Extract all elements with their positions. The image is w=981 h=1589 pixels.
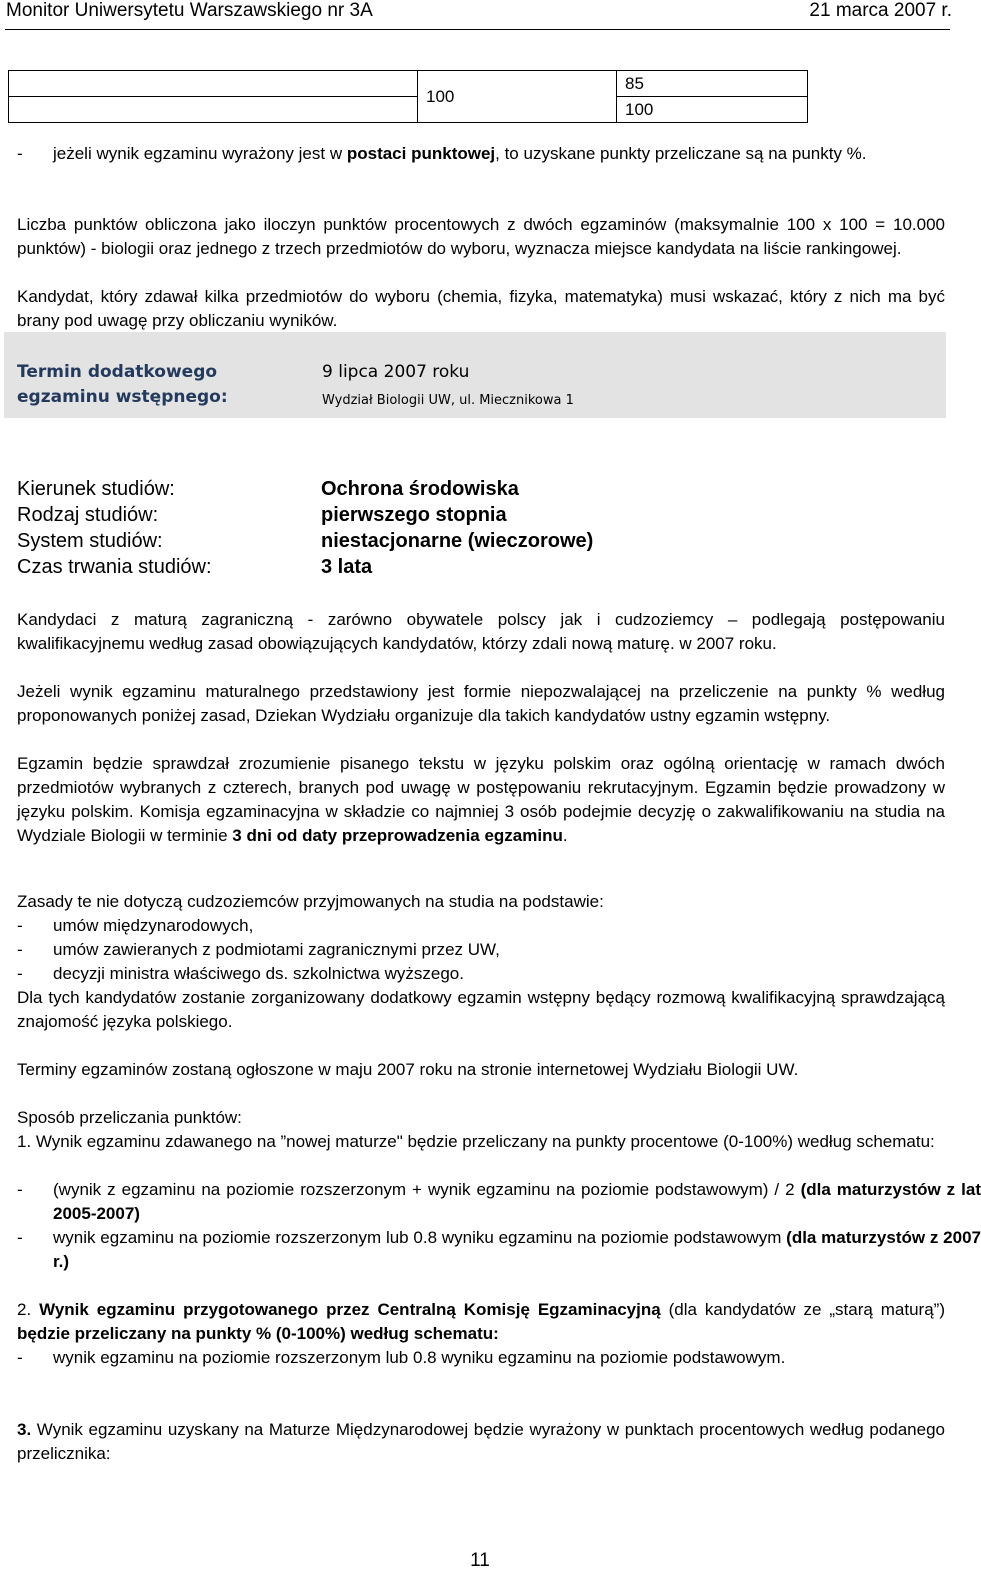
exam-place: Wydział Biologii UW, ul. Miecznikowa 1 bbox=[322, 393, 574, 408]
method-title: Sposób przeliczania punktów: bbox=[17, 1108, 242, 1127]
foreign-paragraph-2: Jeżeli wynik egzaminu maturalnego przedstawiony jest formie niepozwalającej na przeliczenie na punkty % według proponowanych poniżej zasad, Dziekan Wydziału organizuje dla takich kandydatów ustny egzamin wstępny. bbox=[17, 682, 945, 725]
rules-after: Dla tych kandydatów zostanie zorganizowany dodatkowy egzamin wstępny będący rozmową kwalifikacyjną sprawdzającą znajomość języka polskiego. bbox=[17, 988, 945, 1031]
method-item-3: 3. Wynik egzaminu uzyskany na Maturze Międzynarodowej będzie wyrażony w punktach procentowych według podanego przelicznika: bbox=[17, 1420, 945, 1463]
page-header bbox=[0, 0, 960, 24]
rules-item: - umów międzynarodowych, bbox=[17, 916, 254, 935]
exam-date-box bbox=[4, 332, 946, 418]
score-table-cell-left: 100 bbox=[418, 71, 617, 123]
method-item-1a: - (wynik z egzaminu na poziomie rozszerzonym + wynik egzaminu na poziomie podstawowym) / 2 (dla maturzystów z lat 2005-2007) bbox=[17, 1180, 981, 1223]
publication-title: Monitor Uniwersytetu Warszawskiego nr 3A bbox=[6, 0, 373, 21]
rules-intro: Zasady te nie dotyczą cudzoziemców przyjmowanych na studia na podstawie: bbox=[17, 892, 604, 911]
program-details bbox=[17, 476, 717, 580]
program-row: Czas trwania studiów: 3 lata bbox=[17, 556, 373, 578]
program-row: Rodzaj studiów: pierwszego stopnia bbox=[17, 504, 507, 526]
foreign-paragraph-1: Kandydaci z maturą zagraniczną - zarówno obywatele polscy jak i cudzoziemcy – podlegają postępowaniu kwalifikacyjnemu według zasad obowiązujących kandydatów, którzy zdali nową maturę. w 2007 roku. bbox=[17, 610, 945, 653]
method-item-1b: - wynik egzaminu na poziomie rozszerzonym lub 0.8 wyniku egzaminu na poziomie podstawowym (dla maturzystów z 2007 r.) bbox=[17, 1228, 981, 1271]
header-rule bbox=[5, 29, 950, 30]
terms-paragraph: Terminy egzaminów zostaną ogłoszone w maju 2007 roku na stronie internetowej Wydziału Biologii UW. bbox=[17, 1060, 799, 1079]
publication-date: 21 marca 2007 r. bbox=[809, 0, 952, 21]
rules-item: - decyzji ministra właściwego ds. szkolnictwa wyższego. bbox=[17, 964, 464, 983]
program-row: Kierunek studiów: Ochrona środowiska bbox=[17, 478, 519, 500]
method-item-1: 1. Wynik egzaminu zdawanego na ”nowej maturze" będzie przeliczany na punkty procentowe (0-100%) według schematu: bbox=[17, 1132, 935, 1151]
page-number: 11 bbox=[470, 1550, 490, 1571]
score-table-cell-right-top: 85 bbox=[617, 71, 808, 97]
method-item-2a: - wynik egzaminu na poziomie rozszerzonym lub 0.8 wyniku egzaminu na poziomie podstawowym. bbox=[17, 1348, 786, 1367]
score-table-cell-right-bottom: 100 bbox=[617, 97, 808, 123]
intro-paragraph-2: Kandydat, który zdawał kilka przedmiotów do wyboru (chemia, fizyka, matematyka) musi wskazać, który z nich ma być brany pod uwagę przy obliczaniu wyników. bbox=[17, 287, 945, 330]
program-row: System studiów: niestacjonarne (wieczorowe) bbox=[17, 530, 594, 552]
method-item-2: 2. Wynik egzaminu przygotowanego przez Centralną Komisję Egzaminacyjną (dla kandydatów ze „starą maturą”) będzie przeliczany na punkty % (0-100%) według schematu: bbox=[17, 1300, 945, 1343]
exam-date-label: Termin dodatkowego egzaminu wstępnego: bbox=[17, 362, 228, 407]
intro-dash-item: - jeżeli wynik egzaminu wyrażony jest w postaci punktowej, to uzyskane punkty przeliczane są na punkty %. bbox=[17, 144, 867, 163]
exam-date: 9 lipca 2007 roku bbox=[322, 362, 470, 382]
rules-item: - umów zawieranych z podmiotami zagranicznymi przez UW, bbox=[17, 940, 500, 959]
intro-paragraph-1: Liczba punktów obliczona jako iloczyn punktów procentowych z dwóch egzaminów (maksymalnie 100 x 100 = 10.000 punktów) - biologii oraz jednego z trzech przedmiotów do wyboru, wyznacza miejsce kandydata na liście rankingowej. bbox=[17, 215, 945, 258]
score-table bbox=[8, 70, 808, 123]
foreign-paragraph-3: Egzamin będzie sprawdzał zrozumienie pisanego tekstu w języku polskim oraz ogólną orientację w ramach dwóch przedmiotów wybranych z czterech, branych pod uwagę w postępowaniu rekrutacyjnym. Egzamin będzie prowadzony w języku polskim. Komisja egzaminacyjna w składzie co najmniej 3 osób podejmie decyzję o zakwalifikowaniu na studia na Wydziale Biologii w terminie 3 dni od daty przeprowadzenia egzaminu. bbox=[17, 754, 945, 845]
